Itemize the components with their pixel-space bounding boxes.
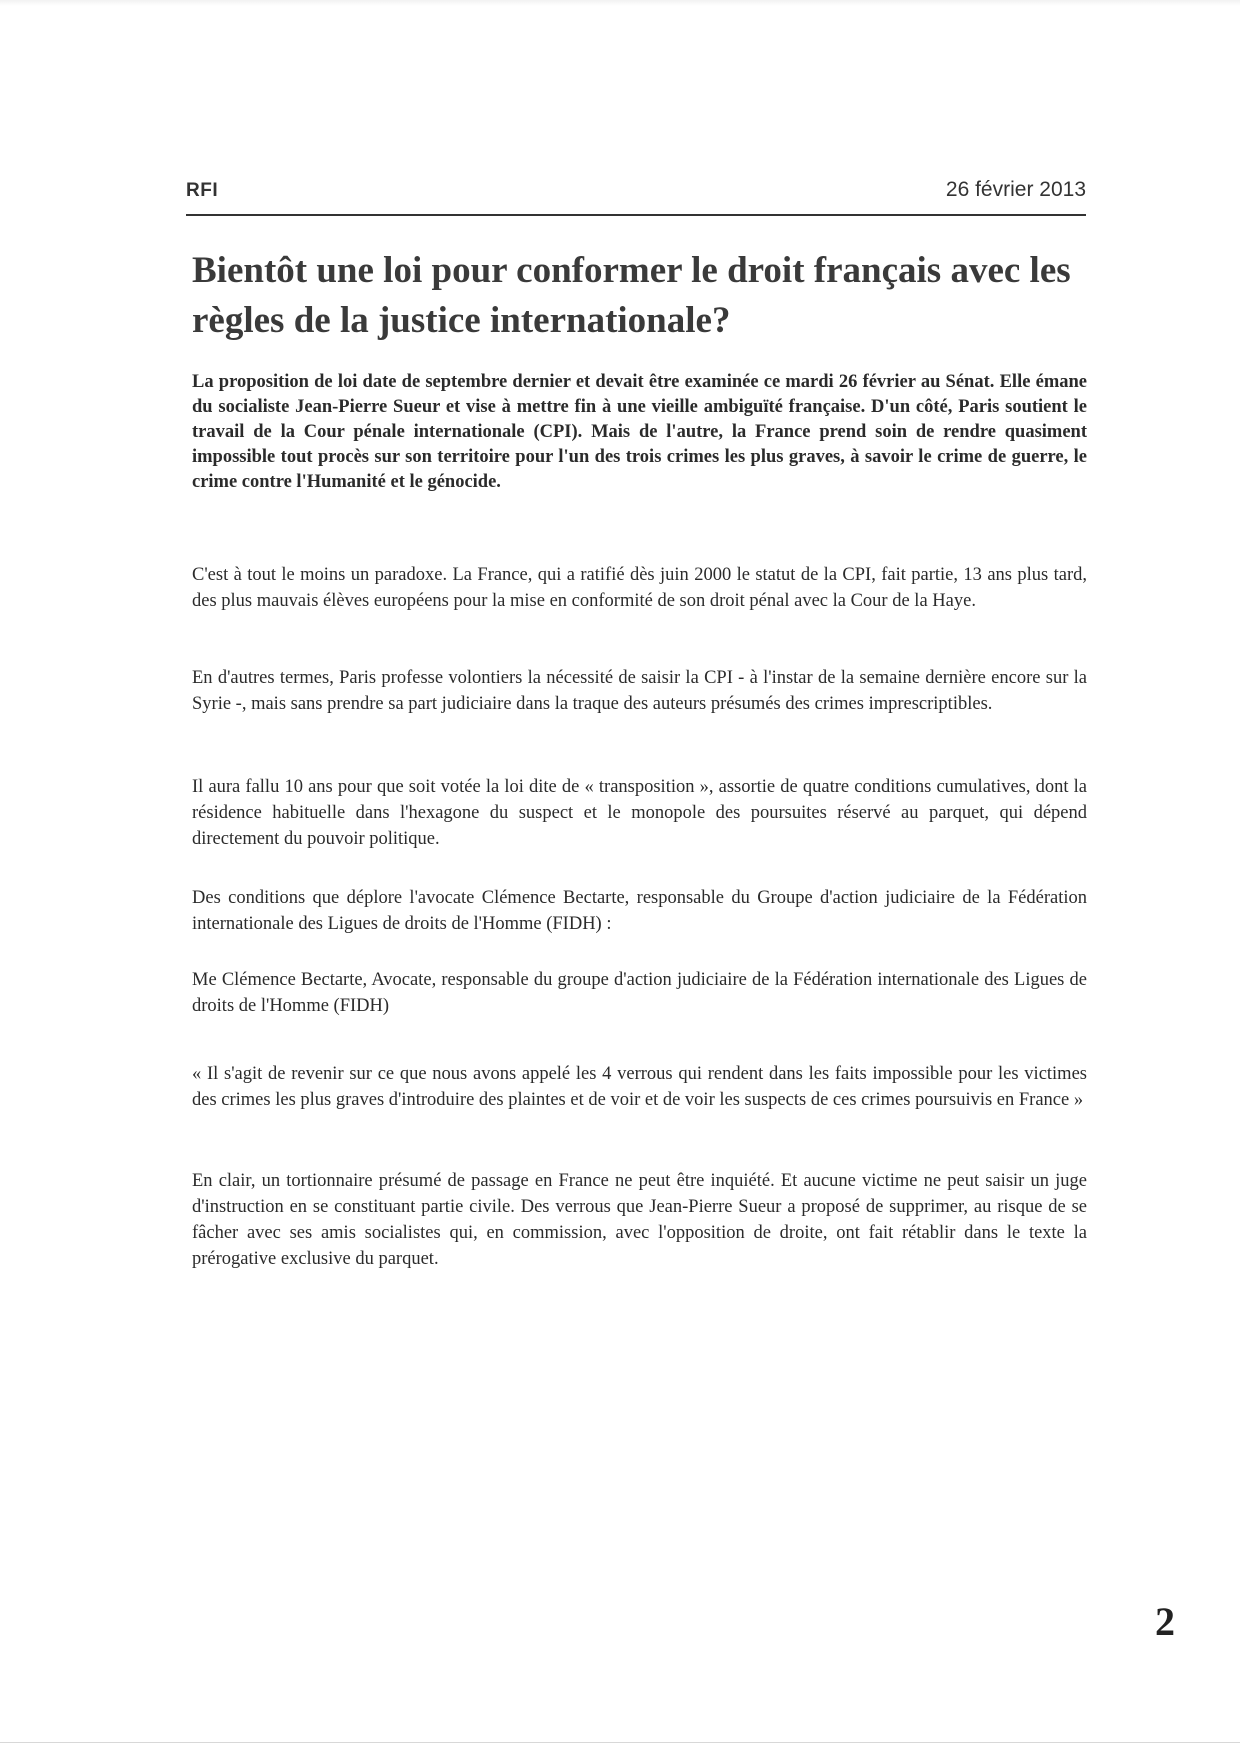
paragraph-5: Me Clémence Bectarte, Avocate, responsable du groupe d'action judiciaire de la Fédération internationale des Ligues de droits de l'Homme (FIDH) <box>192 970 1087 1016</box>
scan-edge-bottom <box>0 1742 1240 1755</box>
page-header <box>186 178 1086 216</box>
source-label: RFI <box>186 180 219 201</box>
publication-date: 26 février 2013 <box>945 178 1086 201</box>
quote-paragraph: « Il s'agit de revenir sur ce que nous avons appelé les 4 verrous qui rendent dans les faits impossible pour les victimes des crimes les plus graves d'introduire des plaintes et de voir et de voir les suspects de ces crimes poursuivis en France » <box>192 1064 1087 1110</box>
paragraph-2: En d'autres termes, Paris professe volontiers la nécessité de saisir la CPI - à l'instar de la semaine dernière encore sur la Syrie -, mais sans prendre sa part judiciaire dans la traque des auteurs présumés des crimes imprescriptibles. <box>192 668 1087 714</box>
scan-edge-top <box>0 0 1240 6</box>
paragraph-1: C'est à tout le moins un paradoxe. La France, qui a ratifié dès juin 2000 le statut de la CPI, fait partie, 13 ans plus tard, des plus mauvais élèves européens pour la mise en conformité de son droit pénal avec la Cour de la Haye. <box>192 565 1087 611</box>
paragraph-3: Il aura fallu 10 ans pour que soit votée la loi dite de « transposition », assortie de quatre conditions cumulatives, dont la résidence habituelle dans l'hexagone du suspect et le monopole des poursuites réservé au parquet, qui dépend directement du pouvoir politique. <box>192 777 1087 849</box>
article-lead: La proposition de loi date de septembre dernier et devait être examinée ce mardi 26 février au Sénat. Elle émane du socialiste Jean-Pierre Sueur et vise à mettre fin à une vieille ambiguïté française. D'un côté, Paris soutient le travail de la Cour pénale internationale (CPI). Mais de l'autre, la France prend soin de rendre quasiment impossible tout procès sur son territoire pour l'un des trois crimes les plus graves, à savoir le crime de guerre, le crime contre l'Humanité et le génocide. <box>192 372 1087 492</box>
page-number: 2 <box>1155 1599 1175 1644</box>
article-title: Bientôt une loi pour conformer le droit français avec les règles de la justice internationale? <box>192 250 1071 341</box>
paragraph-4: Des conditions que déplore l'avocate Clémence Bectarte, responsable du Groupe d'action judiciaire de la Fédération internationale des Ligues de droits de l'Homme (FIDH) : <box>192 888 1087 934</box>
paragraph-7: En clair, un tortionnaire présumé de passage en France ne peut être inquiété. Et aucune victime ne peut saisir un juge d'instruction en se constituant partie civile. Des verrous que Jean-Pierre Sueur a proposé de supprimer, au risque de se fâcher avec ses amis socialistes qui, en commission, avec l'opposition de droite, ont fait rétablir dans le texte la prérogative exclusive du parquet. <box>192 1171 1087 1269</box>
